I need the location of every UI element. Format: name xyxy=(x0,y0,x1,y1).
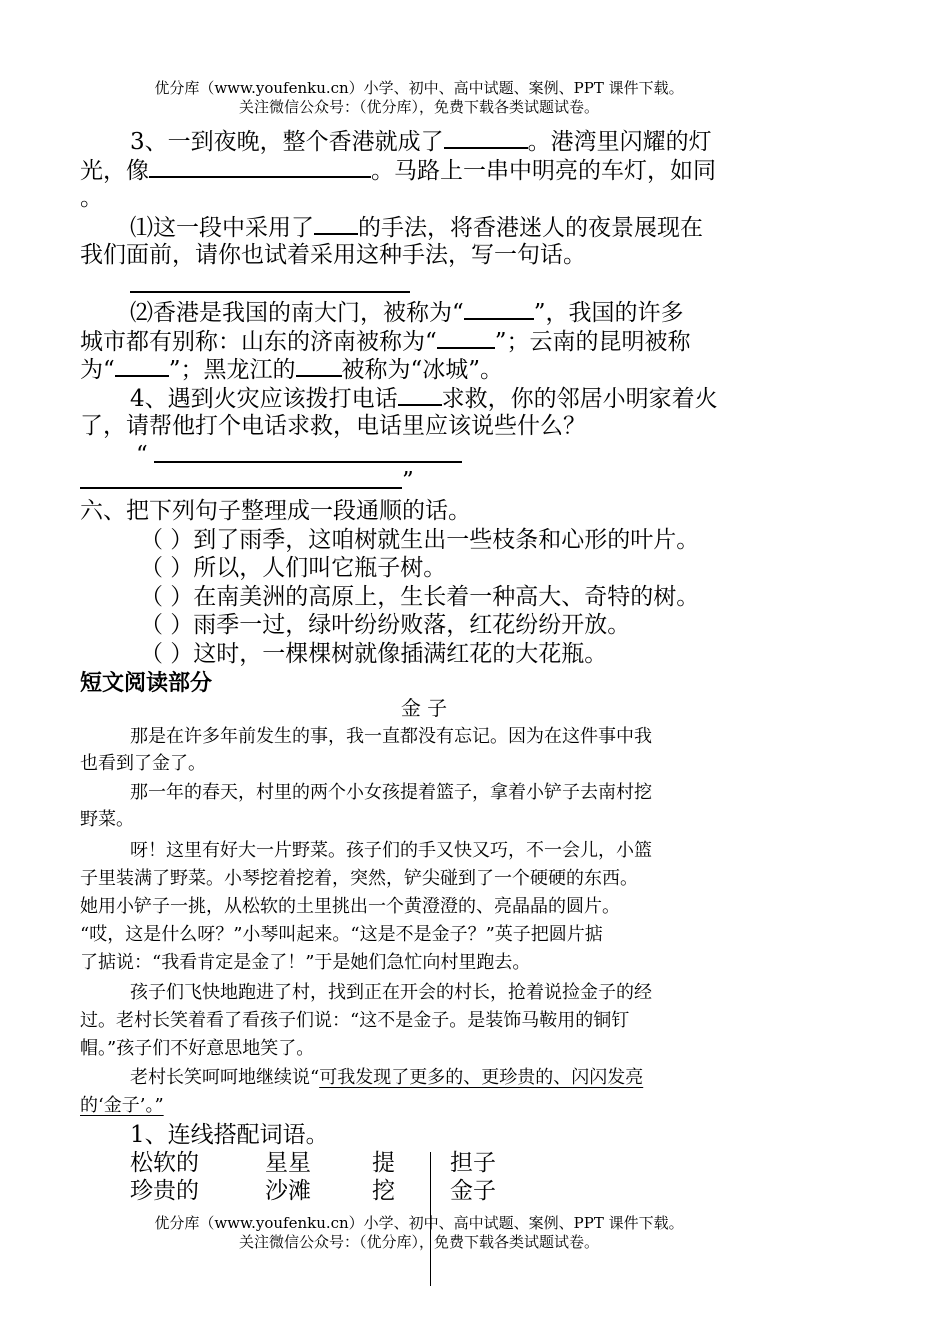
story-p3-line-5: 了掂说：“我看肯定是金了！”于是她们急忙向村里跑去。 xyxy=(80,952,531,973)
section-6-item[interactable]: （ ）所以，人们叫它瓶子树。 xyxy=(140,555,447,581)
footer-line-2: 关注微信公众号：（优分库），免费下载各类试题试卷。 xyxy=(238,1233,599,1251)
story-p5-text-a: 老村长笑呵呵地继续说“ xyxy=(130,1067,320,1088)
match-word-verb-2[interactable]: 挖 xyxy=(372,1178,395,1204)
reading-heading: 短文阅读部分 xyxy=(80,671,213,696)
section-6-item[interactable]: （ ）雨季一过，绿叶纷纷败落，红花纷纷开放。 xyxy=(140,612,631,638)
q3-sub2-text-2a: 城市都有别称：山东的济南被称为“ xyxy=(80,329,437,355)
footer-line-1: 优分库（www.youfenku.cn）小学、初中、高中试题、案例、PPT 课件下载。 xyxy=(154,1214,684,1232)
q3-sub2-text-1b: ”，我国的许多 xyxy=(533,300,684,326)
match-word-mid-2[interactable]: 沙滩 xyxy=(265,1178,311,1204)
story-p3-line-1: 呀！这里有好大一片野菜。孩子们的手又快又巧，不一会儿，小篮 xyxy=(130,840,652,861)
story-p1-line-2: 也看到了金了。 xyxy=(80,753,206,774)
story-p3-line-2: 子里装满了野菜。小琴挖着挖着，突然，铲尖碰到了一个硬硬的东西。 xyxy=(80,868,638,889)
match-title: 1、连线搭配词语。 xyxy=(130,1122,329,1148)
q3-blank-2[interactable] xyxy=(149,154,371,178)
q4-line-2: 了，请帮他打个电话求救，电话里应该说些什么？ xyxy=(80,413,586,439)
q3-sub2-line-3 xyxy=(80,353,503,385)
q4-open-quote: “ xyxy=(136,442,148,468)
q3-sub1-blank[interactable] xyxy=(314,211,358,235)
story-title: 金 子 xyxy=(400,696,448,720)
q3-blank-1[interactable] xyxy=(444,125,528,149)
match-word-mid-1[interactable]: 星星 xyxy=(265,1150,311,1176)
q3-sub1-answer-line[interactable] xyxy=(130,291,410,293)
q3-sub2-blank-1[interactable] xyxy=(464,296,534,320)
story-p4-line-3: 帽。”孩子们不好意思地笑了。 xyxy=(80,1038,315,1059)
q3-sub2-text-3b: ”；黑龙江的 xyxy=(168,357,296,383)
header-line-1: 优分库（www.youfenku.cn）小学、初中、高中试题、案例、PPT 课件下载。 xyxy=(154,79,684,97)
story-p1-line-1: 那是在许多年前发生的事，我一直都没有忘记。因为在这件事中我 xyxy=(130,726,652,747)
story-p3-line-4: “哎，这是什么呀？”小琴叫起来。“这是不是金子？”英子把圆片掂 xyxy=(80,924,603,945)
q4-phone-blank[interactable] xyxy=(398,382,442,406)
q3-sub2-blank-2[interactable] xyxy=(437,325,495,349)
section-6-item[interactable]: （ ）在南美洲的高原上，生长着一种高大、奇特的树。 xyxy=(140,584,700,610)
match-word-noun-1[interactable]: 担子 xyxy=(450,1150,496,1176)
header-line-2: 关注微信公众号：（优分库），免费下载各类试题试卷。 xyxy=(238,98,599,116)
q3-sub1-line-2: 我们面前，请你也试着采用这种手法，写一句话。 xyxy=(80,242,586,268)
q3-line-2 xyxy=(80,154,716,186)
q3-line-1 xyxy=(130,125,712,157)
q3-text-1b: 。港湾里闪耀的灯 xyxy=(527,129,712,155)
story-p2-line-1: 那一年的春天，村里的两个小女孩提着篮子，拿着小铲子去南村挖 xyxy=(130,782,652,803)
story-p5-line-1 xyxy=(130,1065,643,1091)
q4-line-1 xyxy=(130,382,718,414)
q3-sub2-blank-3[interactable] xyxy=(115,353,169,377)
q3-sub1-text-1b: 的手法，将香港迷人的夜景展现在 xyxy=(358,215,703,241)
section-6-item[interactable]: （ ）到了雨季，这咱树就生出一些枝条和心形的叶片。 xyxy=(140,527,700,553)
q3-line-3: 。 xyxy=(80,185,103,211)
story-p5-underlined: 可我发现了更多的、更珍贵的、闪闪发亮 xyxy=(319,1067,644,1088)
q3-text-1a: 3、一到夜晚，整个香港就成了 xyxy=(130,129,444,155)
q4-close-quote: ” xyxy=(402,468,414,494)
q4-text-1b: 求救，你的邻居小明家着火 xyxy=(441,386,718,412)
match-word-left-2[interactable]: 珍贵的 xyxy=(130,1178,199,1204)
q3-sub1-line-1 xyxy=(130,211,703,243)
section-6-item[interactable]: （ ）这时，一棵棵树就像插满红花的大花瓶。 xyxy=(140,641,608,667)
story-p2-line-2: 野菜。 xyxy=(80,809,134,830)
match-word-verb-1[interactable]: 提 xyxy=(372,1150,395,1176)
match-word-left-1[interactable]: 松软的 xyxy=(130,1150,199,1176)
q3-sub2-line-1 xyxy=(130,296,684,328)
q3-sub2-text-3a: 为“ xyxy=(80,357,115,383)
story-p3-line-3: 她用小铲子一挑，从松软的土里挑出一个黄澄澄的、亮晶晶的圆片。 xyxy=(80,896,620,917)
q3-sub2-blank-4[interactable] xyxy=(296,353,342,377)
story-p4-line-1: 孩子们飞快地跑进了村，找到正在开会的村长，抢着说捡金子的经 xyxy=(130,982,652,1003)
match-word-noun-2[interactable]: 金子 xyxy=(450,1178,496,1204)
q3-sub2-text-2b: ”；云南的昆明被称 xyxy=(494,329,691,355)
q3-sub2-text-3c: 被称为“冰城”。 xyxy=(341,357,504,383)
q3-text-2b: 。马路上一串中明亮的车灯，如同 xyxy=(371,158,716,184)
q3-text-2a: 光，像 xyxy=(80,158,149,184)
section-6-title: 六、把下列句子整理成一段通顺的话。 xyxy=(80,498,471,524)
q4-answer-line-1[interactable] xyxy=(154,461,462,463)
q4-answer-line-2[interactable] xyxy=(80,487,402,489)
q4-text-1a: 4、遇到火灾应该拨打电话 xyxy=(130,386,398,412)
story-p5-line-2: 的‘金子’。” xyxy=(80,1095,164,1116)
q3-sub2-text-1a: ⑵香港是我国的南大门，被称为“ xyxy=(130,300,464,326)
q3-sub1-text-1a: ⑴这一段中采用了 xyxy=(130,215,314,241)
story-p4-line-2: 过。老村长笑着看了看孩子们说：“这不是金子。是装饰马鞍用的铜钉 xyxy=(80,1010,630,1031)
